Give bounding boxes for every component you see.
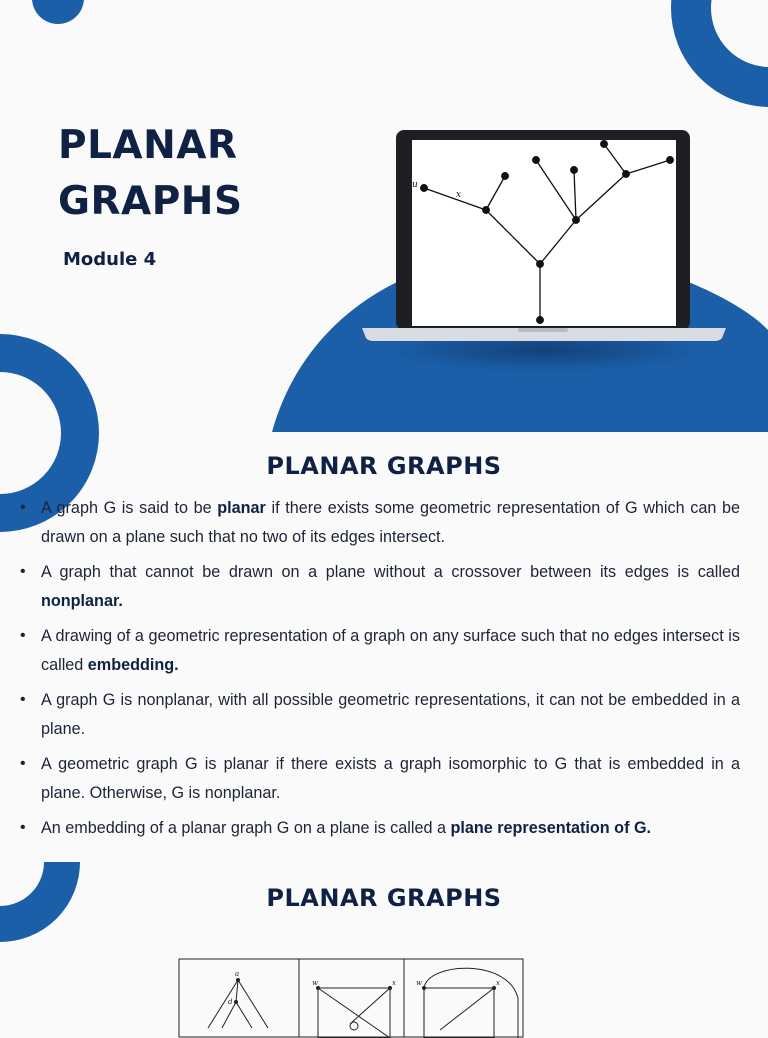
figure-label-w: w <box>312 979 318 987</box>
bullet-plane-representation <box>20 814 740 843</box>
bullet-embedding-definition <box>20 622 740 679</box>
graph-figure <box>178 958 524 1038</box>
figure-label-w2: w <box>416 979 422 987</box>
bullet-text: A geometric graph G is planar if there exists a graph isomorphic to G that is embedded in a plane. Otherwise, G is nonplanar. <box>41 755 740 802</box>
bullet-text: A graph that cannot be drawn on a plane without a crossover between its edges is called <box>41 563 740 581</box>
bullet-dot: • <box>20 819 26 836</box>
vertex-label-u: u <box>412 180 418 190</box>
bullet-nonplanar-embedding <box>20 686 740 743</box>
definition-list <box>20 494 740 850</box>
hero-subtitle: Module 4 <box>63 249 157 270</box>
bullet-dot: • <box>20 627 26 644</box>
bullet-bold-term: plane representation of G. <box>450 819 652 837</box>
figure-label-d: d <box>228 998 233 1006</box>
hero-title-line2: GRAPHS <box>58 179 243 224</box>
bullet-planar-definition <box>20 494 740 551</box>
bullet-dot: • <box>20 755 26 772</box>
section2-heading: PLANAR GRAPHS <box>266 884 502 912</box>
bullet-dot: • <box>20 563 26 580</box>
bullet-bold-term: planar <box>217 499 266 517</box>
bullet-bold-term: nonplanar. <box>41 591 123 610</box>
left-half-ring-shape <box>0 353 80 513</box>
bullet-text: A graph G is nonplanar, with all possible geometric representations, it can not be embedded in a plane. <box>41 691 740 738</box>
figure-label-x: x <box>392 979 396 987</box>
laptop-notch <box>518 328 568 332</box>
bullet-bold-term: embedding. <box>87 655 179 674</box>
section1-heading: PLANAR GRAPHS <box>266 452 502 480</box>
hero-title <box>58 118 243 230</box>
bullet-isomorphic-planar <box>20 750 740 807</box>
hero-title-line1: PLANAR <box>58 123 238 168</box>
bullet-text: if there exists some geometric representation of G which can be drawn on a plane such that no two of its edges intersect. <box>41 499 740 546</box>
figure-label-x2: x <box>496 979 500 987</box>
figure-panel-3 <box>424 968 518 1038</box>
figure-panel-1 <box>208 980 268 1028</box>
bullet-dot: • <box>20 499 26 516</box>
top-right-ring-shape <box>691 0 768 87</box>
bullet-text: A graph G is said to be <box>41 499 218 517</box>
top-left-dot-shape <box>32 0 84 24</box>
bullet-dot: • <box>20 691 26 708</box>
bullet-text: A drawing of a geometric representation of a graph on any surface such that no edges intersect is called <box>41 627 740 674</box>
figure-label-a: a <box>235 970 240 978</box>
vertex-label-x: x <box>456 190 462 200</box>
bullet-text: An embedding of a planar graph G on a plane is called a <box>41 819 451 837</box>
laptop-illustration <box>360 128 728 373</box>
bullet-nonplanar-definition <box>20 558 740 615</box>
figure-panel-2 <box>318 988 390 1038</box>
laptop-screen <box>412 140 676 326</box>
